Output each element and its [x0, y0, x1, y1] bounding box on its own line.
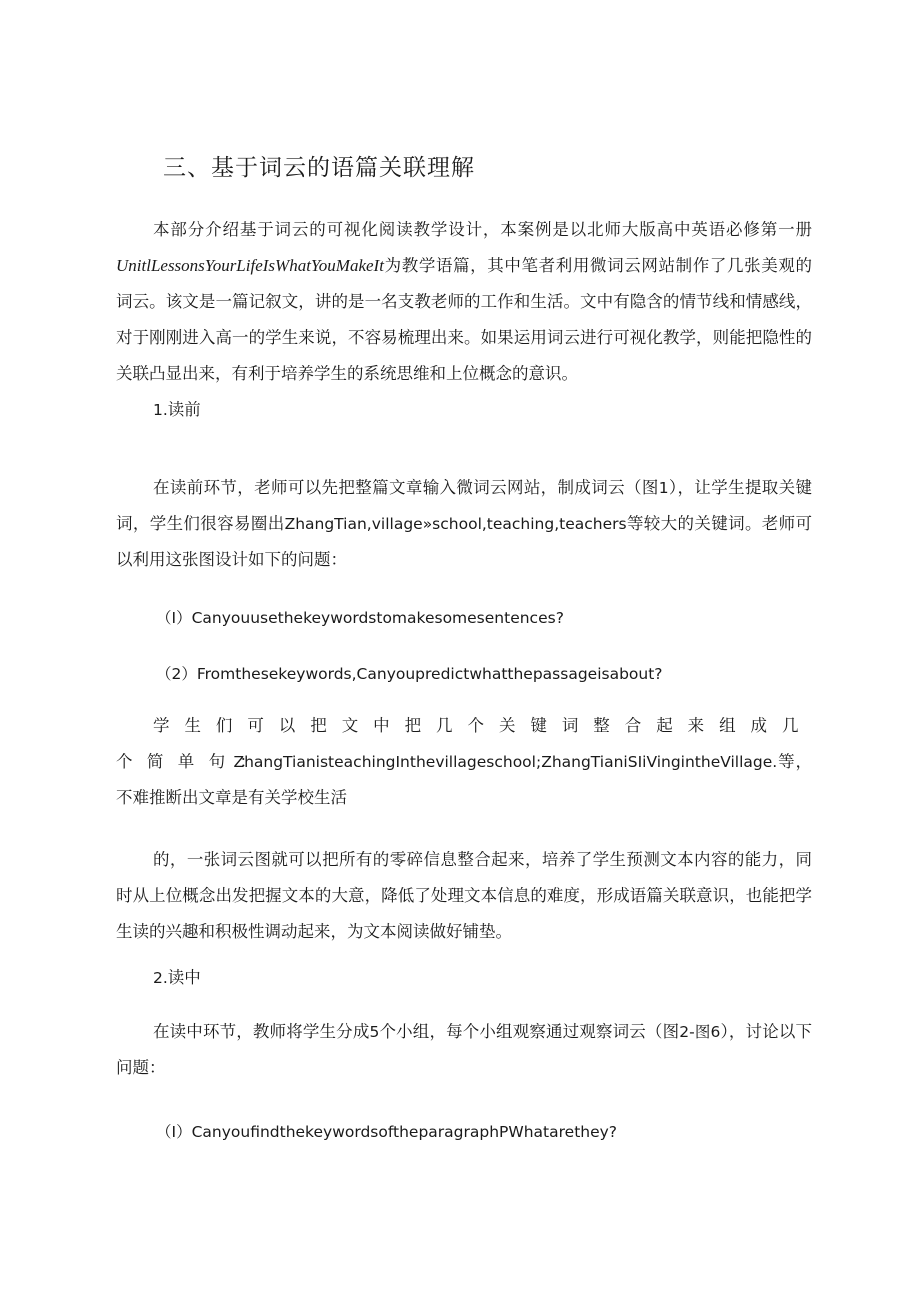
text-segment: 等较大的关键词。老师可以利用这张图设计如下的问题： — [116, 514, 813, 569]
pre-reading-paragraph-1 — [116, 470, 812, 578]
text-segment: ），让学生提取关键词，学生们很容易圈出 — [116, 478, 813, 533]
heading-while-reading — [153, 964, 201, 988]
figure-ref: 2-图6 — [679, 1023, 721, 1041]
heading-number: 1. — [153, 401, 168, 419]
intro-text-part1: 本部分介绍基于词云的可视化阅读教学设计，本案例是以北师大版高中英语必修第一册 — [153, 220, 812, 239]
while-reading-paragraph-1 — [116, 1014, 812, 1086]
text-segment: 学生们可以把文中把几个关键词整合起来组成几个简单句： — [116, 716, 812, 771]
heading-label: 读中 — [167, 968, 201, 987]
text-segment: 等，不难推断出文章是有关学校生活 — [116, 752, 813, 807]
example-sentences: ZhangTianisteachingInthevillageschool;ZhangTianiSIiVingintheVillage. — [233, 753, 778, 771]
lesson-title: UnitlLessonsYourLifeIsWhatYouMakeIt — [116, 256, 384, 275]
heading-number: 2. — [153, 969, 168, 987]
heading-pre-reading — [153, 396, 201, 420]
pre-reading-question-2: （2）Fromthesekeywords,Canyoupredictwhatthepassageisabout? — [156, 665, 663, 683]
text-segment: ），讨论以下问题： — [116, 1022, 813, 1077]
pre-reading-paragraph-3: 的，一张词云图就可以把所有的零碎信息整合起来，培养了学生预测文本内容的能力，同时从上位概念出发把握文本的大意，降低了处理文本信息的难度，形成语篇关联意识，也能把学生读的兴趣和积极性调动起来，为文本阅读做好铺垫。 — [116, 850, 812, 941]
text-segment: 个小组，每个小组观察通过观察词云（图 — [379, 1022, 680, 1041]
pre-reading-question-1: （I）Canyouusethekeywordstomakesomesentences? — [156, 609, 564, 627]
heading-label: 读前 — [167, 400, 201, 419]
text-segment: 在读前环节，老师可以先把整篇文章输入微词云网站，制成词云（图 — [153, 478, 659, 497]
intro-text-part2: 为教学语篇，其中笔者利用微词云网站制作了几张美观的词云。该文是一篇记叙文，讲的是一名支教老师的工作和生活。文中有隐含的情节线和情感线，对于刚刚进入高一的学生来说，不容易梳理出来。如果运用词云进行可视化教学，则能把隐性的关联凸显出来，有利于培养学生的系统思维和上位概念的意识。 — [116, 256, 812, 383]
intro-paragraph — [116, 212, 812, 392]
keyword-list: ZhangTian,village»school,teaching,teachers — [284, 515, 627, 533]
pre-reading-paragraph-2 — [116, 708, 812, 816]
figure-ref: 1 — [658, 479, 669, 497]
group-count: 5 — [369, 1023, 380, 1041]
section-title: 三、基于词云的语篇关联理解 — [163, 155, 475, 181]
text-segment: 在读中环节，教师将学生分成 — [153, 1022, 370, 1041]
while-reading-question-1: （I）CanyoufindthekeywordsoftheparagraphPWhatarethey? — [156, 1123, 618, 1141]
